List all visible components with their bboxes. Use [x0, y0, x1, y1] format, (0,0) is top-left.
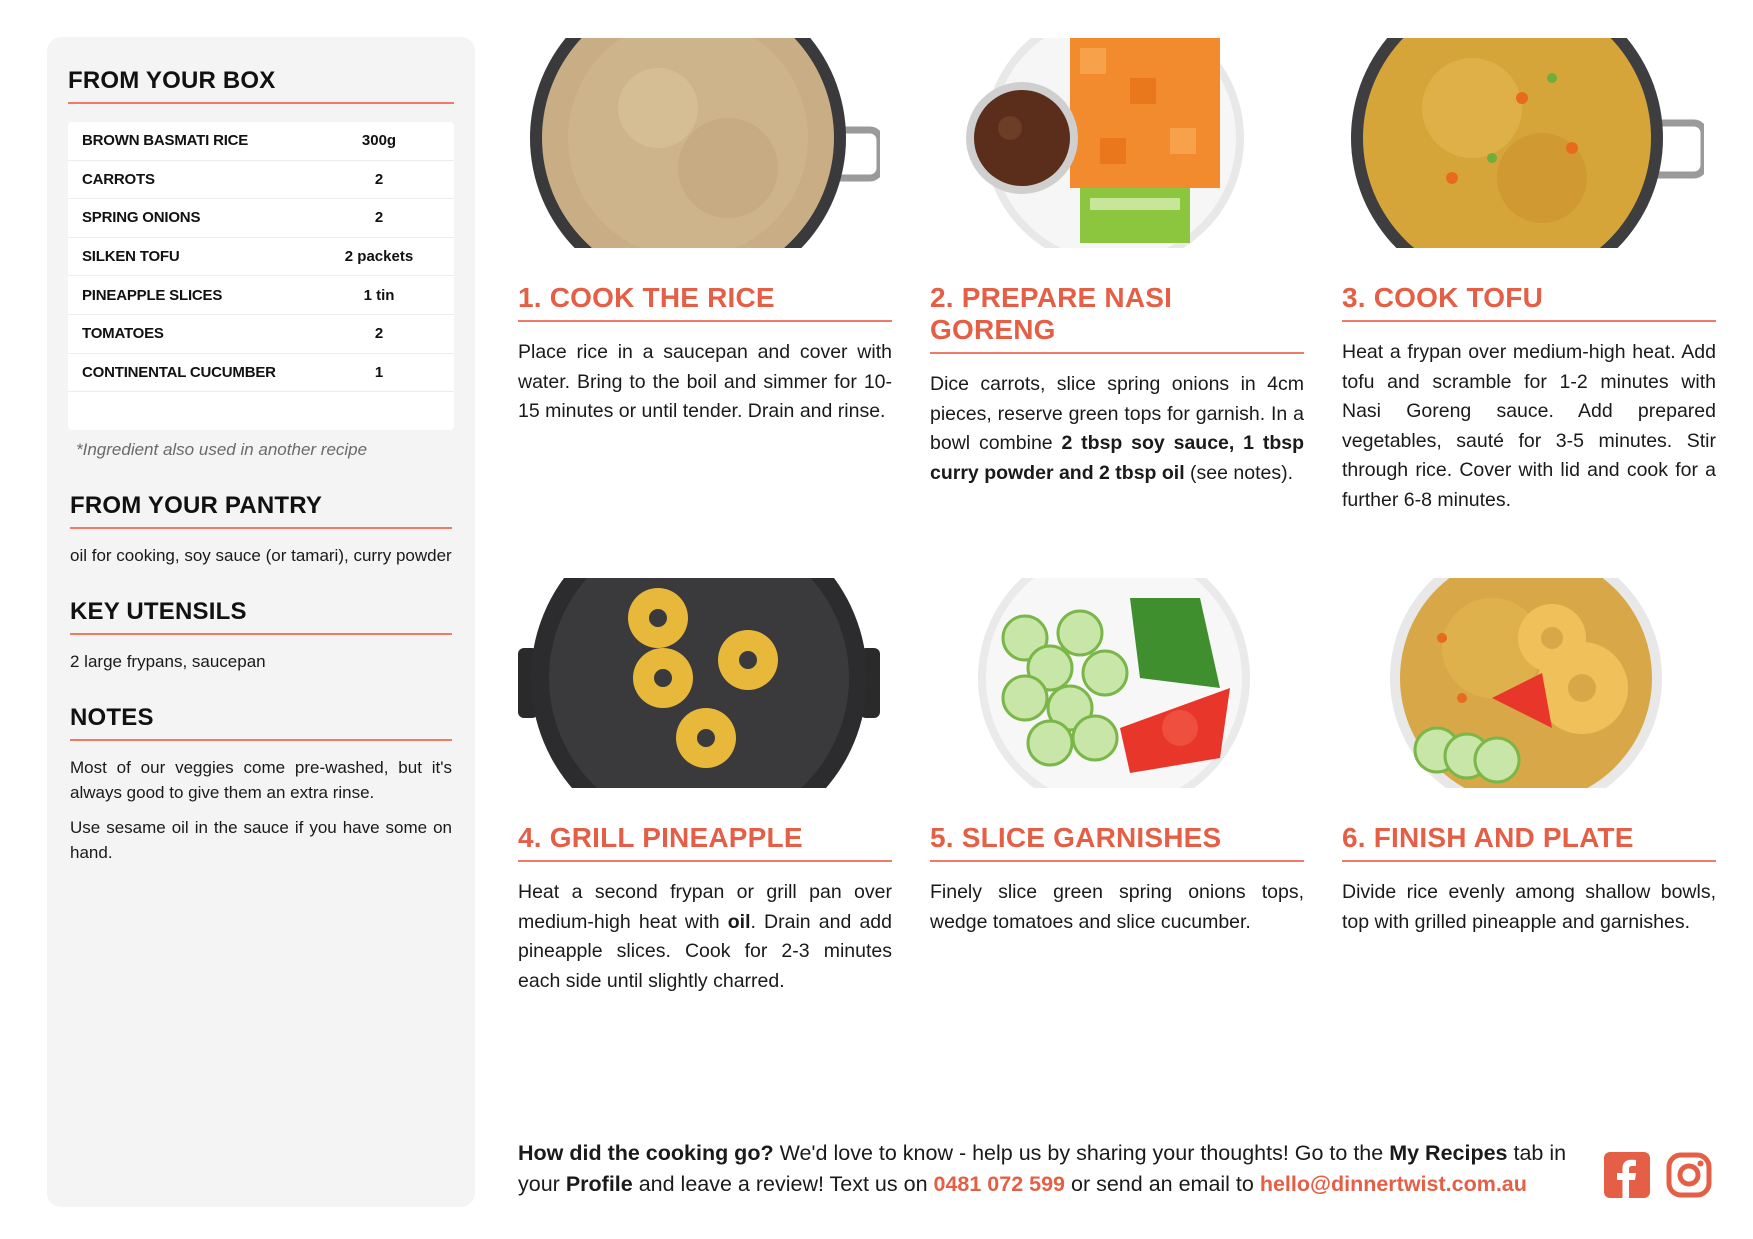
step-4-title: 4. GRILL PINEAPPLE — [518, 822, 892, 862]
step-5-title: 5. SLICE GARNISHES — [930, 822, 1304, 862]
ingredient-name: SILKEN TOFU — [82, 248, 180, 266]
instagram-icon[interactable] — [1666, 1152, 1712, 1198]
ingredient-name: PINEAPPLE SLICES — [82, 286, 223, 304]
step-5 — [930, 578, 1304, 937]
from-your-box-heading: FROM YOUR BOX — [68, 67, 454, 104]
step-3-photo — [1342, 38, 1704, 248]
utensils-heading: KEY UTENSILS — [70, 598, 452, 635]
facebook-icon[interactable] — [1604, 1152, 1650, 1198]
step-1-text: Place rice in a saucepan and cover with water. Bring to the boil and simmer for 10-15 minutes or until tender. Drain and rinse. — [518, 341, 892, 422]
step-3 — [1342, 38, 1716, 515]
notes-heading: NOTES — [70, 704, 452, 741]
step-1 — [518, 38, 892, 427]
ingredient-row — [68, 161, 454, 200]
ingredient-qty: 1 tin — [363, 286, 395, 304]
ingredient-row — [68, 122, 454, 161]
step-1-photo — [518, 38, 880, 248]
email-link[interactable]: hello@dinnertwist.com.au — [1259, 1172, 1527, 1196]
step-2-text: Dice carrots, slice spring onions in 4cm pieces, reserve green tops for garnish. In a bowl combine 2 tbsp soy sauce, 1 tbsp curry powder and 2 tbsp oil (see notes). — [930, 373, 1304, 484]
ingredient-name: SPRING ONIONS — [82, 209, 201, 227]
ingredient-qty: 1 — [374, 363, 384, 381]
ingredient-name: TOMATOES — [82, 325, 164, 343]
ingredient-qty: 300g — [361, 132, 397, 150]
step-5-text: Finely slice green spring onions tops, wedge tomatoes and slice cucumber. — [930, 881, 1304, 933]
step-5-photo — [930, 578, 1292, 788]
step-6 — [1342, 578, 1716, 937]
step-3-text: Heat a frypan over medium-high heat. Add tofu and scramble for 1-2 minutes with Nasi Goreng sauce. Add prepared vegetables, sauté for 3-5 minutes. Stir through rice. Cover with lid and cook for a further 6-8 minutes. — [1342, 341, 1716, 511]
ingredient-qty: 2 — [374, 325, 384, 343]
ingredient-row — [68, 199, 454, 238]
step-6-title: 6. FINISH AND PLATE — [1342, 822, 1716, 862]
ingredient-row — [68, 276, 454, 315]
step-2-title: 2. PREPARE NASI GORENG — [930, 282, 1304, 354]
step-6-photo — [1342, 578, 1704, 788]
step-4-photo — [518, 578, 880, 788]
pantry-text: oil for cooking, soy sauce (or tamari), curry powder — [70, 546, 452, 566]
utensils-section — [68, 598, 454, 674]
utensils-text: 2 large frypans, saucepan — [70, 652, 266, 672]
pantry-heading: FROM YOUR PANTRY — [70, 492, 452, 529]
ingredient-row — [68, 354, 454, 393]
step-3-title: 3. COOK TOFU — [1342, 282, 1716, 322]
note-item: Use sesame oil in the sauce if you have some on hand. — [70, 818, 452, 863]
ingredient-name: BROWN BASMATI RICE — [82, 132, 249, 150]
ingredient-row — [68, 315, 454, 354]
step-2-photo — [930, 38, 1292, 248]
step-2 — [930, 38, 1304, 488]
step-6-text: Divide rice evenly among shallow bowls, top with grilled pineapple and garnishes. — [1342, 881, 1716, 933]
sidebar-panel — [47, 37, 475, 1207]
phone-link[interactable]: 0481 072 599 — [933, 1172, 1066, 1196]
ingredient-qty: 2 packets — [344, 248, 414, 266]
ingredient-name: CARROTS — [82, 170, 155, 188]
step-4-text: Heat a second frypan or grill pan over medium-high heat with oil. Drain and add pineapple slices. Cook for 2-3 minutes each side until slightly charred. — [518, 881, 892, 992]
notes-section — [68, 704, 454, 865]
pantry-section — [68, 492, 454, 568]
ingredient-qty: 2 — [374, 209, 384, 227]
ingredient-qty: 2 — [374, 170, 384, 188]
ingredients-table — [68, 122, 454, 430]
ingredient-name: CONTINENTAL CUCUMBER — [82, 363, 276, 381]
note-item: Most of our veggies come pre-washed, but it's always good to give them an extra rinse. — [70, 758, 452, 803]
step-1-title: 1. COOK THE RICE — [518, 282, 892, 322]
ingredient-row — [68, 238, 454, 277]
ingredient-footnote: *Ingredient also used in another recipe — [76, 440, 368, 460]
step-4 — [518, 578, 892, 996]
feedback-message: How did the cooking go? We'd love to know - help us by sharing your thoughts! Go to the My Recipes tab in your Profile and leave a review! Text us on 0481 072 599 or send an email to hello@dinnertwist.com.au — [518, 1141, 1567, 1196]
